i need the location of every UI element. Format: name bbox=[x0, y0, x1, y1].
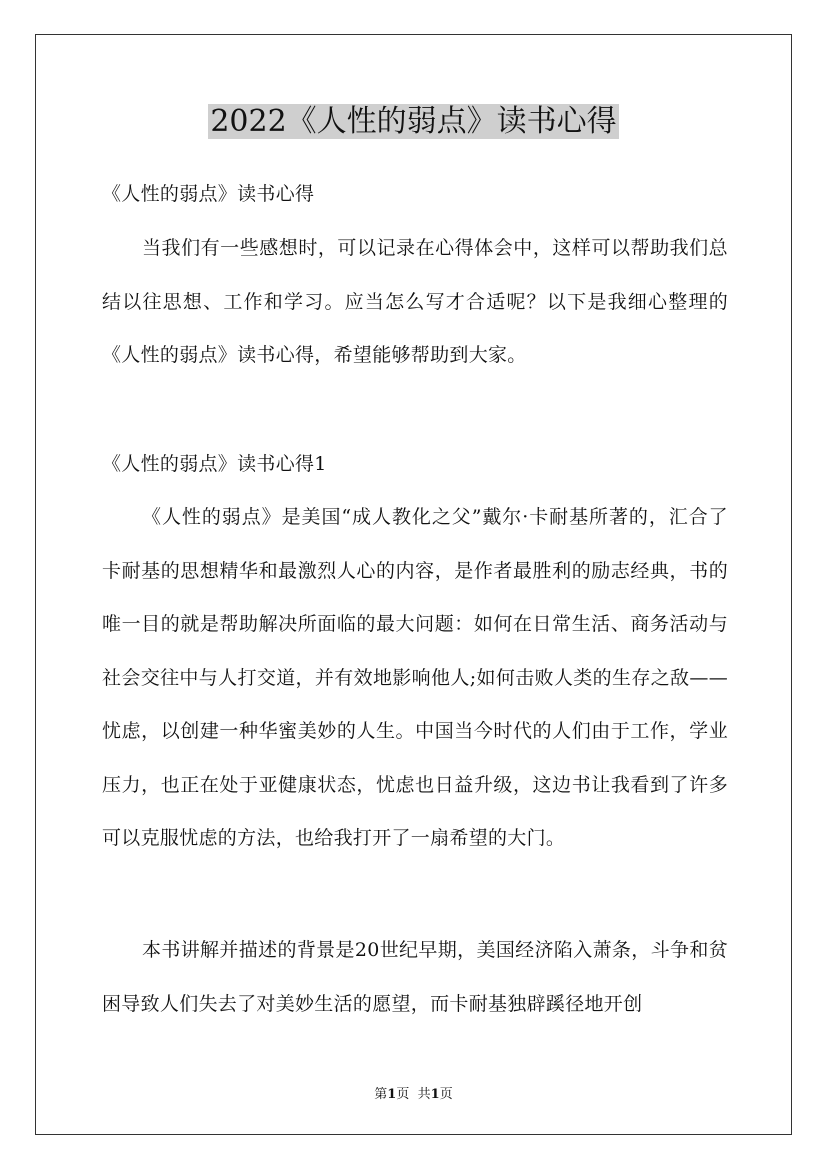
section-1-paragraph-2: 本书讲解并描述的背景是20世纪早期，美国经济陷入萧条，斗争和贫困导致人们失去了对美妙生活的愿望，而卡耐基独辟蹊径地开创 bbox=[102, 939, 728, 1015]
page-footer bbox=[0, 1083, 827, 1102]
document-title-text: 2022《人性的弱点》读书心得 bbox=[210, 104, 617, 139]
footer-page-number: 1 bbox=[387, 1087, 397, 1102]
footer-total-number: 1 bbox=[430, 1087, 440, 1102]
footer-page-prefix: 第 bbox=[374, 1087, 388, 1102]
section-1-heading: 《人性的弱点》读书心得1 bbox=[102, 453, 327, 475]
section-1-paragraph-1: 《人性的弱点》是美国“成人教化之父”戴尔·卡耐基所著的，汇合了卡耐基的思想精华和最激烈人心的内容，是作者最胜利的励志经典，书的唯一目的就是帮助解决所面临的最大问题：如何在日常生活、商务活动与社会交往中与人打交道，并有效地影响他人;如何击败人类的生存之敌——忧虑，以创建一种华蜜美妙的人生。中国当今时代的人们由于工作，学业压力，也正在处于亚健康状态，忧虑也日益升级，这边书让我看到了许多可以克服忧虑的方法，也给我打开了一扇希望的大门。 bbox=[102, 506, 728, 849]
document-subtitle: 《人性的弱点》读书心得 bbox=[102, 183, 315, 205]
footer-total-suffix: 页 bbox=[439, 1087, 453, 1102]
document-title bbox=[0, 100, 827, 144]
footer-total-prefix: 共 bbox=[417, 1087, 431, 1102]
footer-page-suffix: 页 bbox=[396, 1087, 410, 1102]
intro-paragraph: 当我们有一些感想时，可以记录在心得体会中，这样可以帮助我们总结以往思想、工作和学习。应当怎么写才合适呢？以下是我细心整理的《人性的弱点》读书心得，希望能够帮助到大家。 bbox=[102, 237, 728, 366]
